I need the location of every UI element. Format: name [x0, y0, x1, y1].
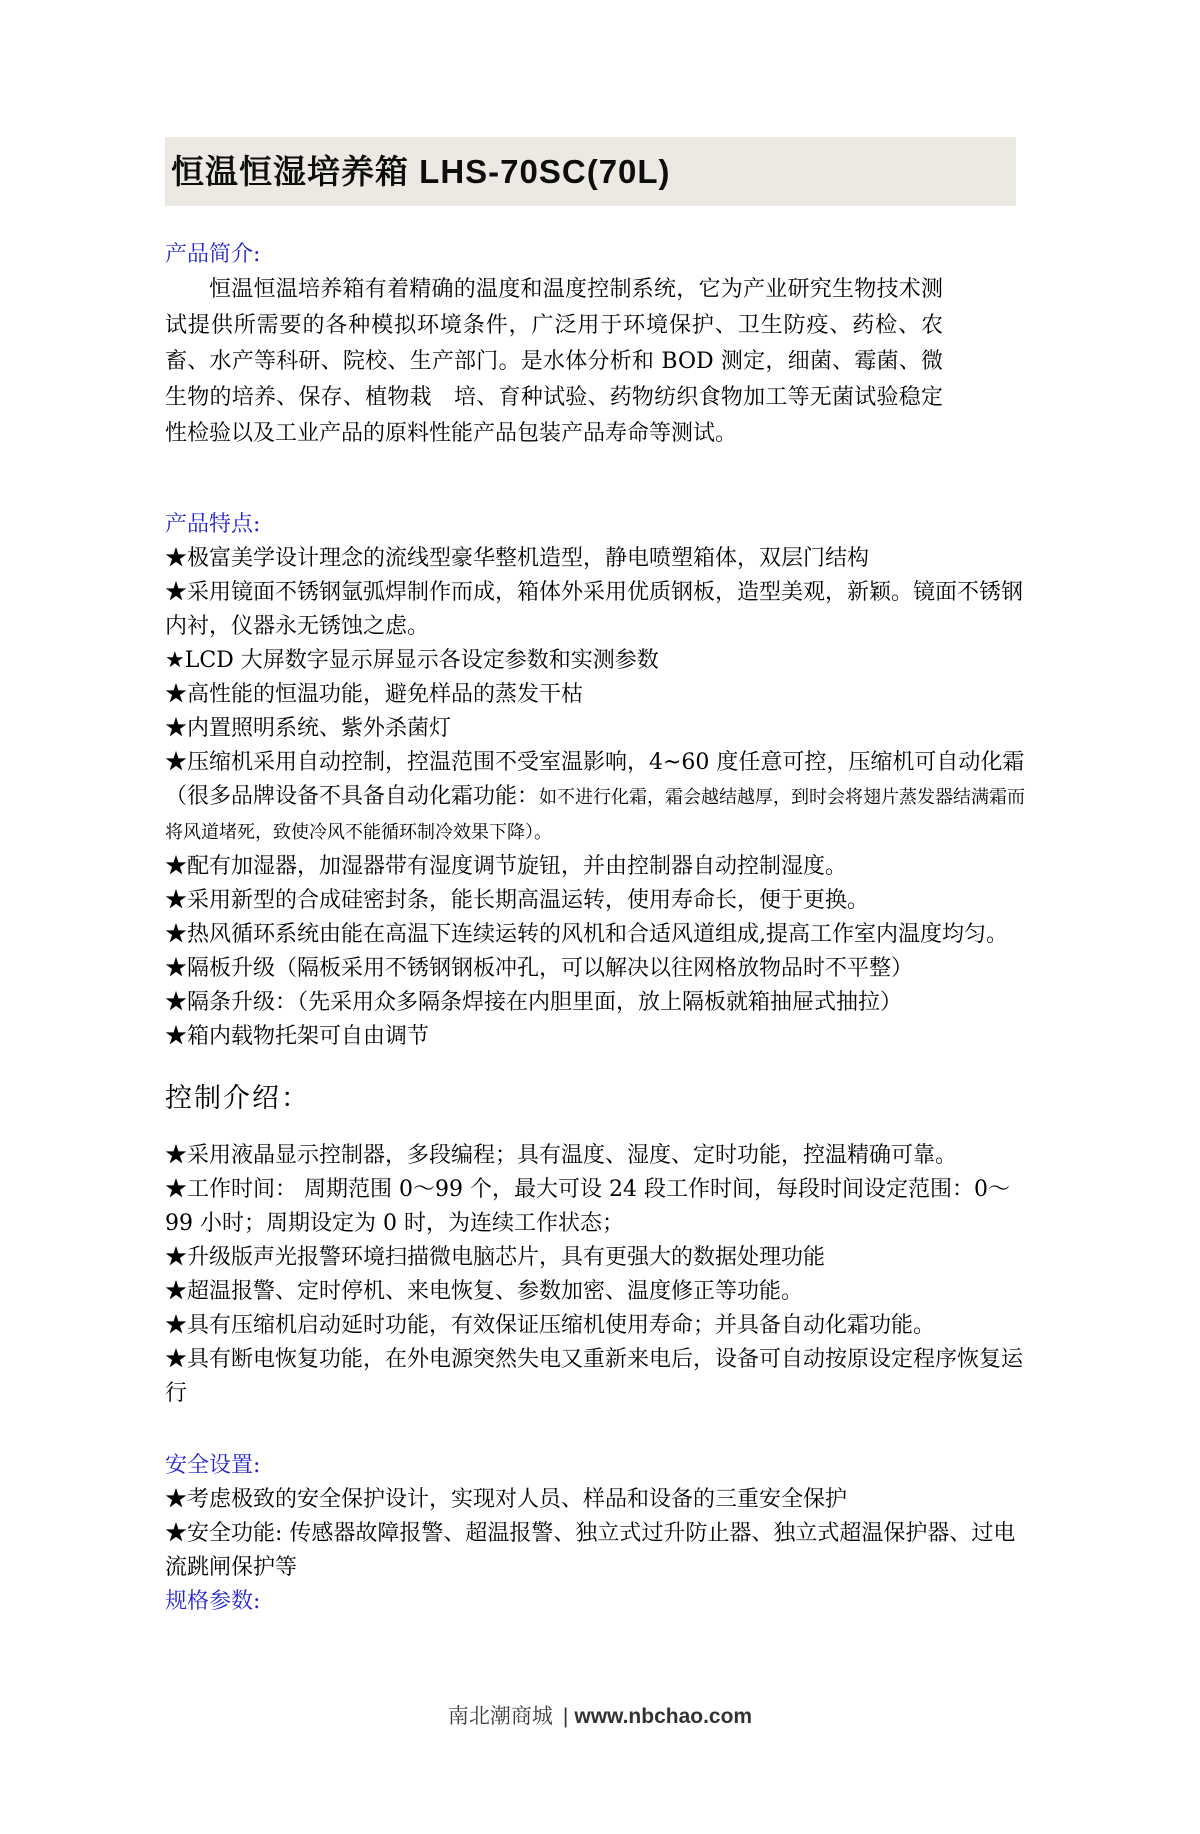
- page-title-bar: [165, 137, 1016, 206]
- footer-site-name: 南北潮商城: [447, 1704, 553, 1728]
- control-item: [165, 1309, 1037, 1343]
- intro-paragraph: 恒温恒温培养箱有着精确的温度和温度控制系统，它为产业研究生物技术测试提供所需要的各种模拟环境条件，广泛用于环境保护、卫生防疫、药检、农畜、水产等科研、院校、生产部门。是水体分析和 BOD 测定，细菌、霉菌、微生物的培养、保存、植物栽 培、育种试验、药物纺织食物加工等无菌试验稳定性检验以及工业产品的原料性能产品包装产品寿命等测试。: [165, 277, 943, 446]
- feature-text: ★LCD 大屏数字显示屏显示各设定参数和实测参数: [165, 648, 659, 673]
- feature-small-note: 如不进行化霜，霜会越结越厚，到时会将翅片蒸发器结满霜而将风道堵死，致使冷风不能循环制冷效果下降）。: [165, 787, 1026, 843]
- feature-item: [165, 678, 1037, 712]
- feature-item: [165, 884, 1037, 918]
- control-item: [165, 1343, 1037, 1411]
- features-heading: 产品特点:: [165, 512, 261, 537]
- feature-item: [165, 644, 1037, 678]
- control-item: [165, 1241, 1037, 1275]
- page-footer: [0, 1700, 1200, 1730]
- feature-text: ★压缩机采用自动控制，控温范围不受室温影响，4~60 度任意可控，压缩机可自动化霜（很多品牌设备不具备自动化霜功能：: [165, 750, 1025, 809]
- feature-item: [165, 712, 1037, 746]
- feature-text: ★采用新型的合成硅密封条，能长期高温运转，使用寿命长，便于更换。: [165, 888, 870, 913]
- safety-item: [165, 1517, 1037, 1585]
- feature-item: [165, 918, 1037, 952]
- control-text: ★采用液晶显示控制器，多段编程；具有温度、湿度、定时功能，控温精确可靠。: [165, 1143, 958, 1168]
- page-title: 恒温恒湿培养箱 LHS-70SC(70L): [171, 153, 671, 190]
- feature-item: [165, 986, 1037, 1020]
- feature-text: ★隔条升级：（先采用众多隔条焊接在内胆里面，放上隔板就箱抽屉式抽拉）: [165, 990, 903, 1015]
- control-text: ★具有断电恢复功能，在外电源突然失电又重新来电后，设备可自动按原设定程序恢复运行: [165, 1347, 1024, 1406]
- document-page: [0, 137, 1200, 1834]
- control-text: ★具有压缩机启动延时功能，有效保证压缩机使用寿命；并具备自动化霜功能。: [165, 1313, 936, 1338]
- feature-text: ★箱内载物托架可自由调节: [165, 1024, 430, 1049]
- safety-heading: 安全设置:: [165, 1453, 261, 1478]
- control-item: [165, 1275, 1037, 1309]
- safety-item: [165, 1483, 1037, 1517]
- feature-item: [165, 1020, 1037, 1054]
- feature-text: ★配有加湿器，加湿器带有湿度调节旋钮，并由控制器自动控制湿度。: [165, 854, 848, 879]
- document-content: [165, 240, 1037, 1617]
- feature-text: ★极富美学设计理念的流线型豪华整机造型，静电喷塑箱体，双层门结构: [165, 546, 870, 571]
- control-heading: 控制介绍：: [165, 1083, 310, 1114]
- features-list: [165, 542, 1037, 1054]
- footer-site-url: www.nbchao.com: [574, 1705, 753, 1728]
- control-list: [165, 1139, 1037, 1411]
- feature-text: ★内置照明系统、紫外杀菌灯: [165, 716, 452, 741]
- control-text: ★超温报警、定时停机、来电恢复、参数加密、温度修正等功能。: [165, 1279, 804, 1304]
- intro-heading: 产品简介:: [165, 242, 261, 267]
- safety-list: [165, 1483, 1037, 1585]
- control-item: [165, 1139, 1037, 1173]
- feature-item: [165, 746, 1037, 850]
- feature-item: [165, 576, 1037, 644]
- feature-item: [165, 850, 1037, 884]
- feature-item: [165, 952, 1037, 986]
- specs-heading: 规格参数:: [165, 1589, 261, 1614]
- feature-item: [165, 542, 1037, 576]
- safety-text: ★考虑极致的安全保护设计，实现对人员、样品和设备的三重安全保护: [165, 1487, 848, 1512]
- control-text: ★升级版声光报警环境扫描微电脑芯片，具有更强大的数据处理功能: [165, 1245, 826, 1270]
- control-item: [165, 1173, 1037, 1241]
- feature-text: ★隔板升级（隔板采用不锈钢钢板冲孔，可以解决以往网格放物品时不平整）: [165, 956, 914, 981]
- control-text: ★工作时间： 周期范围 0～99 个，最大可设 24 段工作时间，每段时间设定范围：0～99 小时；周期设定为 0 时，为连续工作状态；: [165, 1177, 1010, 1236]
- feature-text: ★采用镜面不锈钢氩弧焊制作而成，箱体外采用优质钢板，造型美观，新颖。镜面不锈钢内衬，仪器永无锈蚀之虑。: [165, 580, 1024, 639]
- footer-separator: |: [562, 1705, 569, 1728]
- feature-text: ★高性能的恒温功能，避免样品的蒸发干枯: [165, 682, 584, 707]
- safety-text: ★安全功能: 传感器故障报警、超温报警、独立式过升防止器、独立式超温保护器、过电流跳闸保护等: [165, 1521, 1016, 1580]
- feature-text: ★热风循环系统由能在高温下连续运转的风机和合适风道组成,提高工作室内温度均匀。: [165, 922, 1008, 947]
